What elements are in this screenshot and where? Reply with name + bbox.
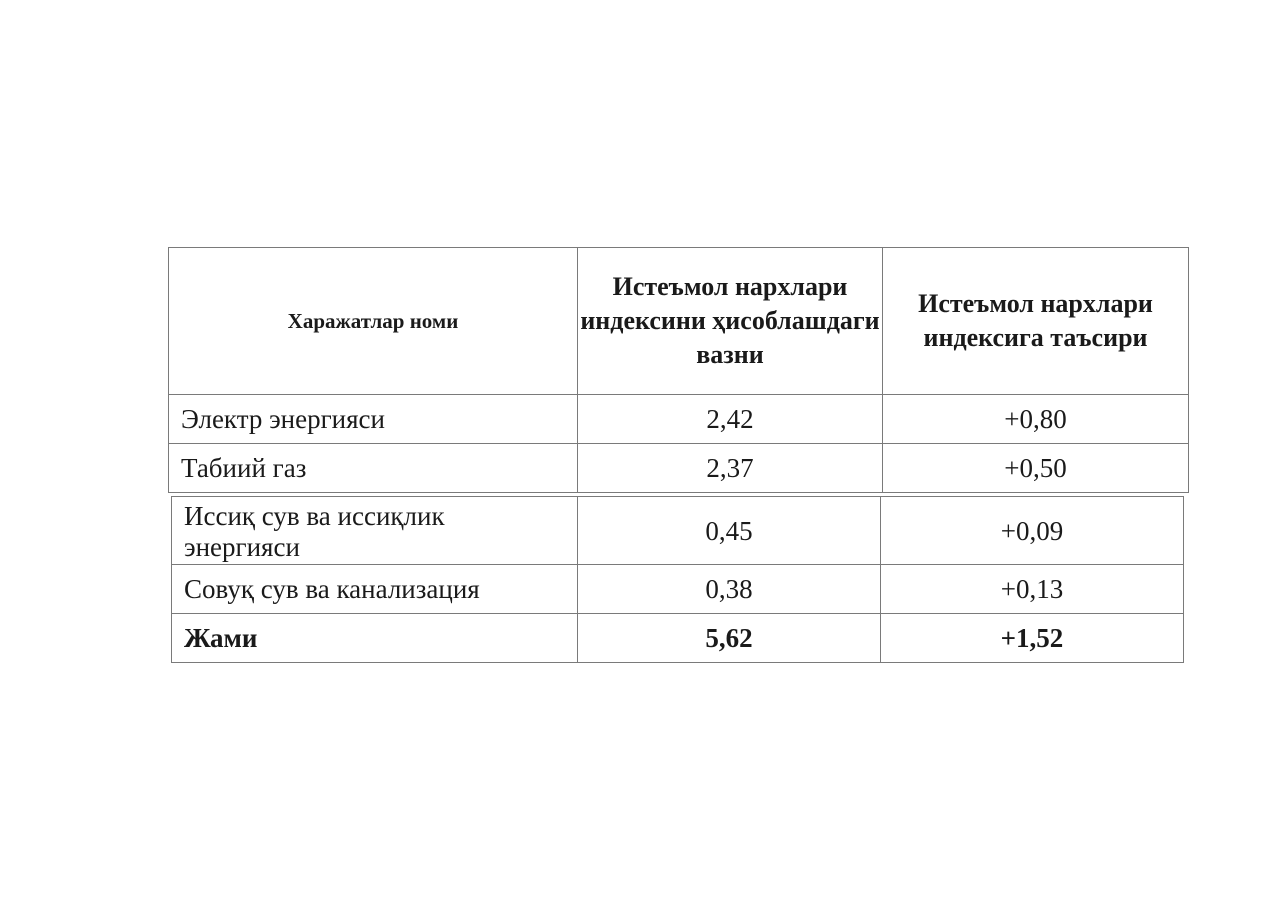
row-impact-cell: +0,80: [883, 395, 1189, 444]
row-weight-cell: 0,38: [578, 565, 881, 614]
expenses-table-top: [168, 247, 1189, 493]
table-row: [169, 444, 1189, 493]
row-name-cell: Табиий газ: [169, 444, 578, 493]
table-row: [169, 395, 1189, 444]
header-cpi-weight: Истеъмол нархлари индексини ҳисоблашдаги вазни: [578, 248, 883, 395]
total-name-cell: Жами: [172, 614, 578, 663]
table-header-row: [169, 248, 1189, 395]
row-name-cell: Электр энергияси: [169, 395, 578, 444]
row-name-text: Иссиқ сув ва иссиқлик энергияси: [184, 500, 445, 562]
table-row: [172, 497, 1184, 565]
row-name-cell: [172, 497, 578, 565]
row-impact-cell: +0,13: [881, 565, 1184, 614]
header-cpi-impact: Истеъмол нархлари индексига таъсири: [883, 248, 1189, 395]
total-weight-cell: 5,62: [578, 614, 881, 663]
table-row: [172, 565, 1184, 614]
total-impact-cell: +1,52: [881, 614, 1184, 663]
row-weight-cell: 2,37: [578, 444, 883, 493]
header-expense-name: Харажатлар номи: [169, 248, 578, 395]
row-weight-cell: 2,42: [578, 395, 883, 444]
row-impact-cell: +0,09: [881, 497, 1184, 565]
row-impact-cell: +0,50: [883, 444, 1189, 493]
row-weight-cell: 0,45: [578, 497, 881, 565]
row-name-cell: Совуқ сув ва канализация: [172, 565, 578, 614]
expenses-table-bottom: [171, 496, 1184, 663]
table-total-row: [172, 614, 1184, 663]
